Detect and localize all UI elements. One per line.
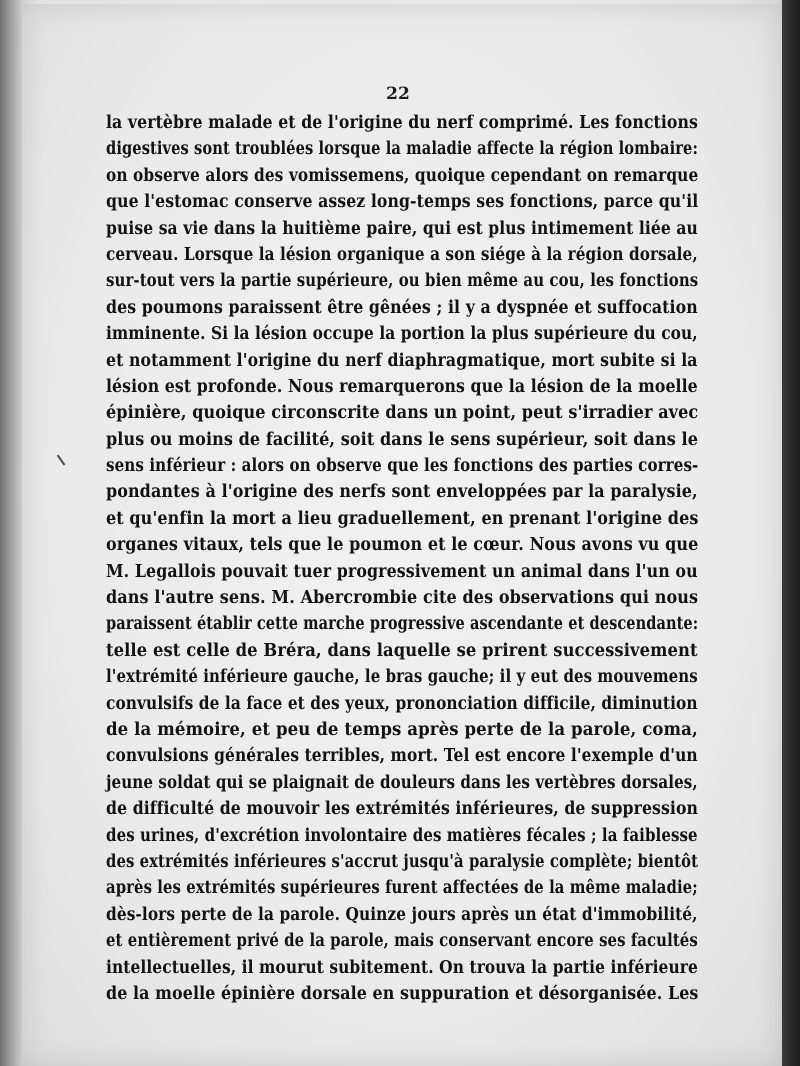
text-line: la vertèbre malade et de l'origine du nerf comprimé. Les fonctions (106, 113, 698, 133)
page-number: 22 (386, 84, 410, 104)
text-line: de la moelle épinière dorsale en suppuration et désorganisée. Les (106, 983, 699, 1004)
text-line: des poumons paraissent être gênées ; il y a dyspnée et suffocation (106, 297, 698, 318)
text-line: après les extrémités supérieures furent affectées de la même maladie; (106, 878, 698, 899)
text-line: des extrémités inférieures s'accrut jusqu'à paralysie complète; bientôt (106, 851, 699, 872)
text-line: plus ou moins de facilité, soit dans le sens supérieur, soit dans le (106, 429, 698, 450)
text-line: lésion est profonde. Nous remarquerons que la lésion de la moelle (106, 376, 698, 397)
text-line: et entièrement privé de la parole, mais conservant encore ses facultés (106, 931, 698, 952)
text-line: M. Legallois pouvait tuer progressivement un animal dans l'un ou (106, 561, 698, 582)
text-line: dès-lors perte de la parole. Quinze jours après un état d'immobilité, (106, 904, 698, 925)
text-line: l'extrémité inférieure gauche, le bras gauche; il y eut des mouvemens (106, 667, 698, 688)
text-line: jeune soldat qui se plaignait de douleurs dans les vertèbres dorsales, (106, 772, 698, 793)
text-line: telle est celle de Bréra, dans laquelle se prirent successivement (106, 640, 698, 661)
text-line: sur-tout vers la partie supérieure, ou bien même au cou, les fonctions (106, 271, 699, 292)
text-line: et notamment l'origine du nerf diaphragmatique, mort subite si la (106, 350, 698, 371)
text-line: de difficulté de mouvoir les extrémités inférieures, de suppression (106, 799, 699, 820)
text-line: et qu'enfin la mort a lieu graduellement, en prenant l'origine des (106, 508, 699, 529)
text-line: de la mémoire, et peu de temps après perte de la parole, coma, (106, 719, 698, 740)
text-line: puise sa vie dans la huitième paire, qui est plus intimement liée au (106, 218, 698, 239)
text-line: épinière, quoique circonscrite dans un point, peut s'irradier avec (106, 403, 699, 424)
text-line: organes vitaux, tels que le poumon et le cœur. Nous avons vu que (106, 535, 699, 556)
text-line: on observe alors des vomissemens, quoique cependant on remarque (106, 165, 699, 186)
page-edge-shadow (782, 0, 800, 1066)
body-text (106, 110, 698, 1007)
text-line: convulsions générales terribles, mort. Tel est encore l'exemple d'un (106, 746, 698, 767)
text-line: pondantes à l'origine des nerfs sont enveloppées par la paralysie, (106, 482, 698, 503)
text-line: digestives sont troublées lorsque la maladie affecte la région lombaire: (106, 139, 698, 160)
text-line: cerveau. Lorsque la lésion organique a son siége à la région dorsale, (106, 244, 698, 265)
text-line: intellectuelles, il mourut subitement. On trouva la partie inférieure (106, 957, 698, 978)
text-line: sens inférieur : alors on observe que les fonctions des parties corres- (106, 456, 699, 477)
text-line: imminente. Si la lésion occupe la portion la plus supérieure du cou, (106, 324, 698, 345)
text-line: que l'estomac conserve assez long-temps ses fonctions, parce qu'il (106, 192, 699, 213)
text-line: des urines, d'excrétion involontaire des matières fécales ; la faiblesse (106, 825, 698, 846)
text-line: dans l'autre sens. M. Abercrombie cite des observations qui nous (106, 588, 699, 609)
text-line: paraissent établir cette marche progressive ascendante et descendante: (106, 614, 699, 635)
text-line: convulsifs de la face et des yeux, prononciation difficile, diminution (106, 693, 698, 714)
